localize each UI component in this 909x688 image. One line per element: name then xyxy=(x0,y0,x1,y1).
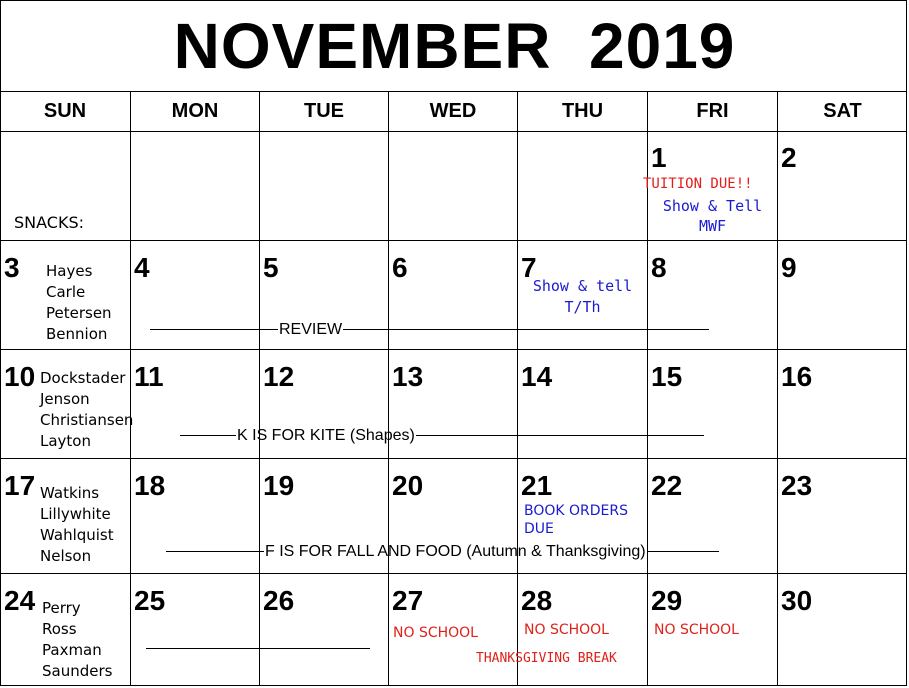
dow-thu: THU xyxy=(561,100,604,122)
day-number: 8 xyxy=(651,252,667,283)
day-number: 25 xyxy=(134,585,166,616)
snack-name: Christiansen xyxy=(40,411,134,429)
no-school-note: NO SCHOOL xyxy=(393,625,478,641)
snack-name: Ross xyxy=(42,620,77,638)
theme-label: REVIEW xyxy=(279,321,343,338)
day-number: 12 xyxy=(263,361,295,392)
day-number: 9 xyxy=(781,252,797,283)
book-orders-due: DUE xyxy=(524,521,554,537)
day-number: 26 xyxy=(263,585,295,616)
dow-sat: SAT xyxy=(823,100,862,122)
day-number: 20 xyxy=(392,470,424,501)
column-divider xyxy=(388,92,389,686)
day-number: 3 xyxy=(4,252,20,283)
dow-fri: FRI xyxy=(696,100,729,122)
day-number: 15 xyxy=(651,361,683,392)
snack-name: Jenson xyxy=(40,390,90,408)
snack-name: Paxman xyxy=(42,641,102,659)
day-number: 11 xyxy=(134,361,164,392)
show-tell-days: T/Th xyxy=(564,298,601,316)
tuition-due-note: TUITION DUE!! xyxy=(643,176,753,192)
day-number: 13 xyxy=(392,361,424,392)
day-number: 1 xyxy=(651,142,667,173)
dow-wed: WED xyxy=(429,100,477,122)
day-number: 21 xyxy=(521,470,553,501)
theme-label: K IS FOR KITE (Shapes) xyxy=(237,427,415,444)
snacks-label: SNACKS: xyxy=(14,213,84,232)
day-number: 6 xyxy=(392,252,408,283)
day-number: 24 xyxy=(4,585,36,616)
show-tell-days: MWF xyxy=(698,217,727,235)
snack-name: Layton xyxy=(40,432,91,450)
theme-label: F IS FOR FALL AND FOOD (Autumn & Thanksgiving) xyxy=(265,543,646,560)
snack-name: Wahlquist xyxy=(40,526,114,544)
dow-sun: SUN xyxy=(43,100,87,122)
day-number: 29 xyxy=(651,585,683,616)
no-school-note: NO SCHOOL xyxy=(524,622,609,638)
day-number: 30 xyxy=(781,585,813,616)
day-number: 17 xyxy=(4,470,36,501)
snack-name: Carle xyxy=(46,283,86,301)
theme-line-review xyxy=(150,320,709,340)
blank-dash-line xyxy=(146,648,370,649)
dow-mon: MON xyxy=(171,100,219,122)
row-divider xyxy=(0,240,907,241)
snack-name: Bennion xyxy=(46,325,108,343)
thanksgiving-break-note: THANKSGIVING BREAK xyxy=(476,651,617,666)
snack-names xyxy=(40,368,133,452)
snack-name: Lillywhite xyxy=(40,505,111,523)
no-school-note: NO SCHOOL xyxy=(654,622,739,638)
day-number: 4 xyxy=(134,252,150,283)
day-number: 14 xyxy=(521,361,553,392)
snack-name: Petersen xyxy=(46,304,112,322)
day-number: 22 xyxy=(651,470,683,501)
day-number: 2 xyxy=(781,142,797,173)
day-number: 27 xyxy=(392,585,424,616)
book-orders-note: BOOK ORDERS xyxy=(524,503,629,519)
row-divider xyxy=(0,458,907,459)
dow-tue: TUE xyxy=(304,100,344,122)
show-tell-note: Show & tell xyxy=(532,277,633,295)
day-number: 19 xyxy=(263,470,295,501)
day-number: 28 xyxy=(521,585,553,616)
column-divider xyxy=(517,92,518,686)
show-tell-note: Show & Tell xyxy=(662,197,763,215)
day-number: 23 xyxy=(781,470,813,501)
calendar-title: NOVEMBER 2019 xyxy=(173,10,736,82)
day-number: 16 xyxy=(781,361,813,392)
snack-name: Nelson xyxy=(40,547,92,565)
row-divider xyxy=(0,349,907,350)
snack-name: Watkins xyxy=(40,484,100,502)
snack-names xyxy=(42,598,112,682)
day-number: 5 xyxy=(263,252,279,283)
row-divider xyxy=(0,573,907,574)
column-divider xyxy=(259,92,260,686)
day-number: 10 xyxy=(4,361,36,392)
snack-name: Saunders xyxy=(42,662,113,680)
theme-line-fall xyxy=(166,542,719,562)
day-number: 7 xyxy=(521,252,537,283)
row-divider xyxy=(0,131,907,132)
snack-names xyxy=(46,261,112,345)
snack-name: Hayes xyxy=(46,262,93,280)
snack-name: Perry xyxy=(42,599,81,617)
day-number: 18 xyxy=(134,470,166,501)
theme-line-kite xyxy=(180,426,704,446)
snack-names xyxy=(40,483,114,567)
snack-name: Dockstader xyxy=(40,369,126,387)
